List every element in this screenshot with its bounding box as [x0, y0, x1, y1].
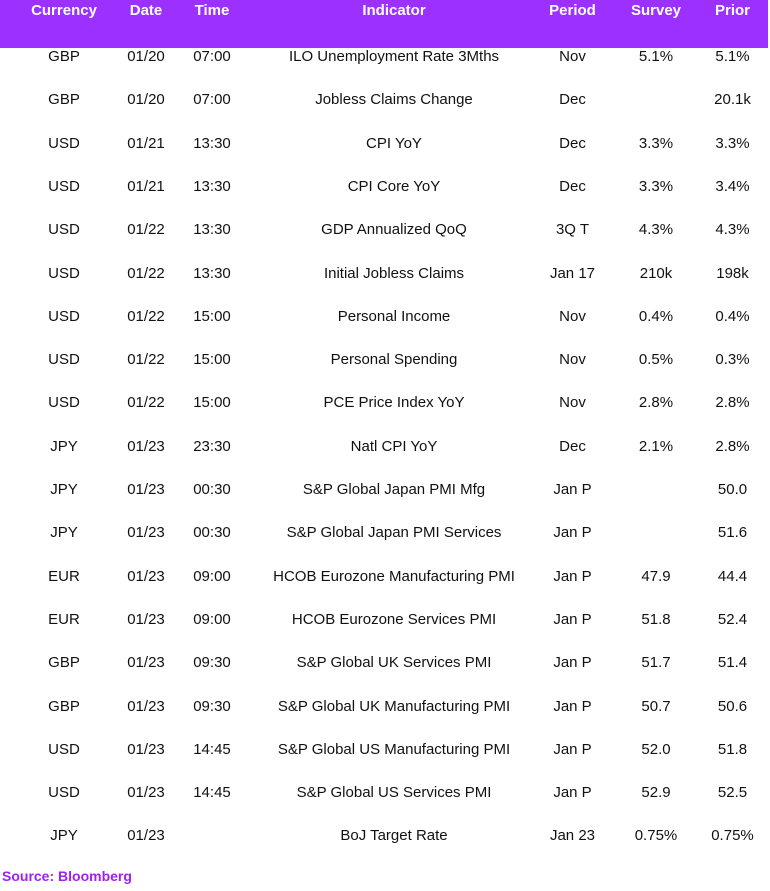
- table-row: [0, 512, 770, 555]
- cell-time: 13:30: [193, 177, 231, 195]
- cell-time: 09:00: [193, 567, 231, 585]
- cell-prior: 52.4: [717, 610, 748, 628]
- cell-date: 01/23: [127, 437, 165, 455]
- header-currency: Currency: [31, 2, 97, 19]
- cell-time: 15:00: [193, 307, 231, 325]
- header-survey: Survey: [630, 2, 682, 19]
- cell-prior: 51.4: [717, 654, 748, 672]
- cell-time: 23:30: [193, 437, 231, 455]
- cell-survey: 5.1%: [638, 48, 674, 65]
- cell-prior: 3.3%: [715, 134, 750, 152]
- cell-time: 15:00: [193, 351, 231, 369]
- cell-indicator: S&P Global US Manufacturing PMI: [277, 740, 511, 758]
- cell-date: 01/21: [127, 177, 165, 195]
- cell-period: Dec: [559, 91, 586, 109]
- cell-survey: 3.3%: [638, 177, 674, 195]
- cell-currency: GBP: [48, 697, 80, 715]
- cell-indicator: S&P Global US Services PMI: [296, 784, 492, 802]
- cell-time: 09:30: [193, 697, 231, 715]
- cell-prior: 5.1%: [715, 48, 750, 65]
- cell-date: 01/23: [127, 697, 165, 715]
- cell-date: 01/23: [127, 481, 165, 498]
- cell-prior: 52.5: [717, 784, 748, 802]
- cell-prior: 0.3%: [715, 351, 750, 369]
- cell-indicator: S&P Global Japan PMI Services: [286, 524, 502, 542]
- cell-date: 01/20: [127, 48, 165, 65]
- cell-currency: GBP: [48, 91, 80, 109]
- cell-time: 00:30: [193, 481, 231, 498]
- cell-survey: 2.1%: [638, 437, 674, 455]
- cell-period: Dec: [559, 437, 586, 455]
- table-row: [0, 339, 770, 382]
- cell-period: Jan P: [553, 784, 592, 802]
- cell-period: Jan 17: [549, 264, 596, 282]
- cell-prior: 20.1k: [714, 91, 751, 109]
- cell-prior: 44.4: [717, 567, 748, 585]
- cell-currency: USD: [48, 307, 80, 325]
- table-row: [0, 686, 770, 729]
- table-row: [0, 79, 770, 122]
- cell-currency: GBP: [48, 48, 80, 65]
- cell-currency: USD: [48, 394, 80, 412]
- table-row: [0, 253, 770, 296]
- cell-date: 01/22: [127, 351, 165, 369]
- cell-period: Jan P: [553, 567, 592, 585]
- cell-prior: 198k: [716, 264, 749, 282]
- cell-period: Dec: [559, 134, 586, 152]
- cell-time: 07:00: [193, 48, 231, 65]
- cell-currency: USD: [48, 740, 80, 758]
- cell-date: 01/23: [127, 740, 165, 758]
- cell-indicator: ILO Unemployment Rate 3Mths: [288, 48, 500, 65]
- cell-survey: 0.75%: [634, 827, 678, 845]
- cell-survey: 47.9: [641, 567, 671, 585]
- cell-survey: 0.5%: [638, 351, 674, 369]
- table-row: [0, 469, 770, 512]
- table-row: [0, 729, 770, 772]
- cell-survey: 2.8%: [638, 394, 674, 412]
- cell-time: 07:00: [193, 91, 231, 109]
- table-row: [0, 123, 770, 166]
- cell-prior: 4.3%: [715, 221, 750, 239]
- cell-time: 14:45: [193, 784, 231, 802]
- cell-prior: 0.75%: [711, 827, 754, 845]
- cell-survey: 51.7: [641, 654, 671, 672]
- cell-period: Jan P: [553, 697, 592, 715]
- cell-currency: EUR: [48, 610, 80, 628]
- cell-currency: USD: [48, 264, 80, 282]
- header-date: Date: [129, 2, 163, 19]
- cell-indicator: Initial Jobless Claims: [323, 264, 465, 282]
- table-row: [0, 772, 770, 815]
- table-row: [0, 296, 770, 339]
- cell-prior: 50.0: [717, 481, 748, 498]
- table-row: [0, 642, 770, 685]
- cell-prior: 2.8%: [715, 394, 750, 412]
- header-time: Time: [194, 2, 230, 19]
- cell-time: 15:00: [193, 394, 231, 412]
- cell-period: Jan 23: [549, 827, 596, 845]
- cell-date: 01/20: [127, 91, 165, 109]
- cell-period: 3Q T: [555, 221, 590, 239]
- cell-indicator: HCOB Eurozone Manufacturing PMI: [273, 567, 515, 585]
- cell-period: Jan P: [553, 740, 592, 758]
- cell-period: Jan P: [553, 481, 592, 498]
- cell-date: 01/22: [127, 221, 165, 239]
- cell-period: Nov: [559, 394, 586, 412]
- cell-time: 14:45: [193, 740, 231, 758]
- cell-date: 01/23: [127, 524, 165, 542]
- table-row: [0, 599, 770, 642]
- cell-survey: 210k: [639, 264, 673, 282]
- cell-date: 01/23: [127, 567, 165, 585]
- cell-prior: 51.6: [717, 524, 748, 542]
- cell-time: 00:30: [193, 524, 231, 542]
- cell-period: Nov: [559, 48, 586, 65]
- table-row: [0, 36, 770, 79]
- cell-date: 01/21: [127, 134, 165, 152]
- cell-period: Nov: [559, 351, 586, 369]
- cell-indicator: CPI YoY: [366, 134, 422, 152]
- header-indicator: Indicator: [362, 2, 426, 19]
- header-period: Period: [549, 2, 596, 19]
- cell-currency: USD: [48, 134, 80, 152]
- cell-currency: JPY: [50, 827, 78, 845]
- cell-survey: 50.7: [641, 697, 671, 715]
- cell-indicator: PCE Price Index YoY: [323, 394, 465, 412]
- cell-indicator: S&P Global UK Services PMI: [296, 654, 492, 672]
- cell-indicator: HCOB Eurozone Services PMI: [291, 610, 497, 628]
- table-row: [0, 209, 770, 252]
- cell-date: 01/22: [127, 394, 165, 412]
- cell-indicator: CPI Core YoY: [347, 177, 441, 195]
- cell-period: Jan P: [553, 610, 592, 628]
- cell-date: 01/22: [127, 264, 165, 282]
- table-row: [0, 382, 770, 425]
- cell-currency: USD: [48, 221, 80, 239]
- cell-indicator: Jobless Claims Change: [315, 91, 473, 109]
- cell-indicator: Personal Income: [337, 307, 451, 325]
- cell-prior: 50.6: [717, 697, 748, 715]
- table-row: [0, 166, 770, 209]
- cell-time: 13:30: [193, 264, 231, 282]
- cell-date: 01/23: [127, 654, 165, 672]
- header-prior: Prior: [714, 2, 750, 19]
- cell-indicator: BoJ Target Rate: [340, 827, 448, 845]
- cell-period: Dec: [559, 177, 586, 195]
- cell-time: 13:30: [193, 134, 231, 152]
- cell-indicator: Personal Spending: [330, 351, 458, 369]
- cell-survey: 0.4%: [638, 307, 674, 325]
- cell-period: Jan P: [553, 654, 592, 672]
- table-row: [0, 815, 770, 858]
- cell-survey: 51.8: [641, 610, 671, 628]
- cell-prior: 51.8: [717, 740, 748, 758]
- cell-currency: GBP: [48, 654, 80, 672]
- source-note: Source: Bloomberg: [2, 868, 132, 884]
- cell-prior: 3.4%: [715, 177, 750, 195]
- cell-time: 13:30: [193, 221, 231, 239]
- cell-indicator: S&P Global UK Manufacturing PMI: [277, 697, 511, 715]
- cell-indicator: S&P Global Japan PMI Mfg: [302, 481, 486, 498]
- cell-date: 01/23: [127, 784, 165, 802]
- cell-survey: 3.3%: [638, 134, 674, 152]
- cell-currency: JPY: [50, 481, 78, 498]
- cell-period: Nov: [559, 307, 586, 325]
- cell-date: 01/22: [127, 307, 165, 325]
- cell-currency: JPY: [50, 524, 78, 542]
- cell-survey: 52.0: [641, 740, 671, 758]
- cell-time: 09:30: [193, 654, 231, 672]
- cell-date: 01/23: [127, 610, 165, 628]
- table-row: [0, 556, 770, 599]
- table-row: [0, 426, 770, 469]
- cell-indicator: GDP Annualized QoQ: [321, 221, 467, 239]
- cell-period: Jan P: [553, 524, 592, 542]
- cell-currency: USD: [48, 177, 80, 195]
- cell-currency: JPY: [50, 437, 78, 455]
- cell-currency: USD: [48, 784, 80, 802]
- cell-currency: EUR: [48, 567, 80, 585]
- cell-prior: 0.4%: [715, 307, 750, 325]
- cell-date: 01/23: [127, 827, 165, 845]
- cell-prior: 2.8%: [715, 437, 750, 455]
- cell-time: 09:00: [193, 610, 231, 628]
- cell-survey: 4.3%: [638, 221, 674, 239]
- cell-survey: 52.9: [641, 784, 671, 802]
- cell-indicator: Natl CPI YoY: [350, 437, 438, 455]
- cell-currency: USD: [48, 351, 80, 369]
